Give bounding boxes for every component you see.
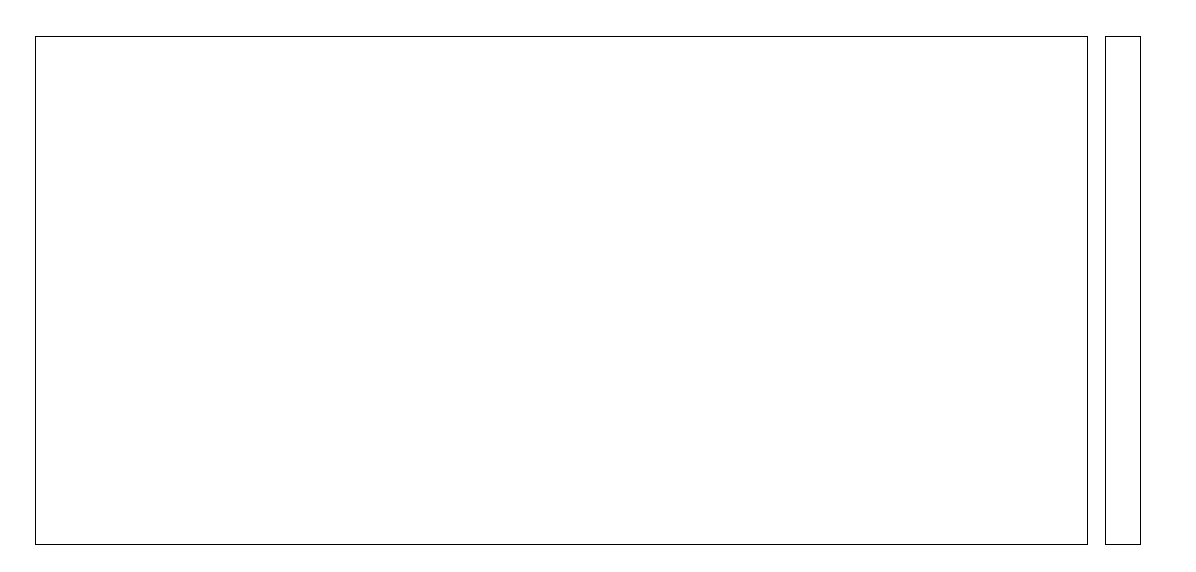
colorbar [1105, 36, 1141, 545]
heatmap-grid [35, 36, 1088, 545]
y-axis [0, 36, 29, 545]
